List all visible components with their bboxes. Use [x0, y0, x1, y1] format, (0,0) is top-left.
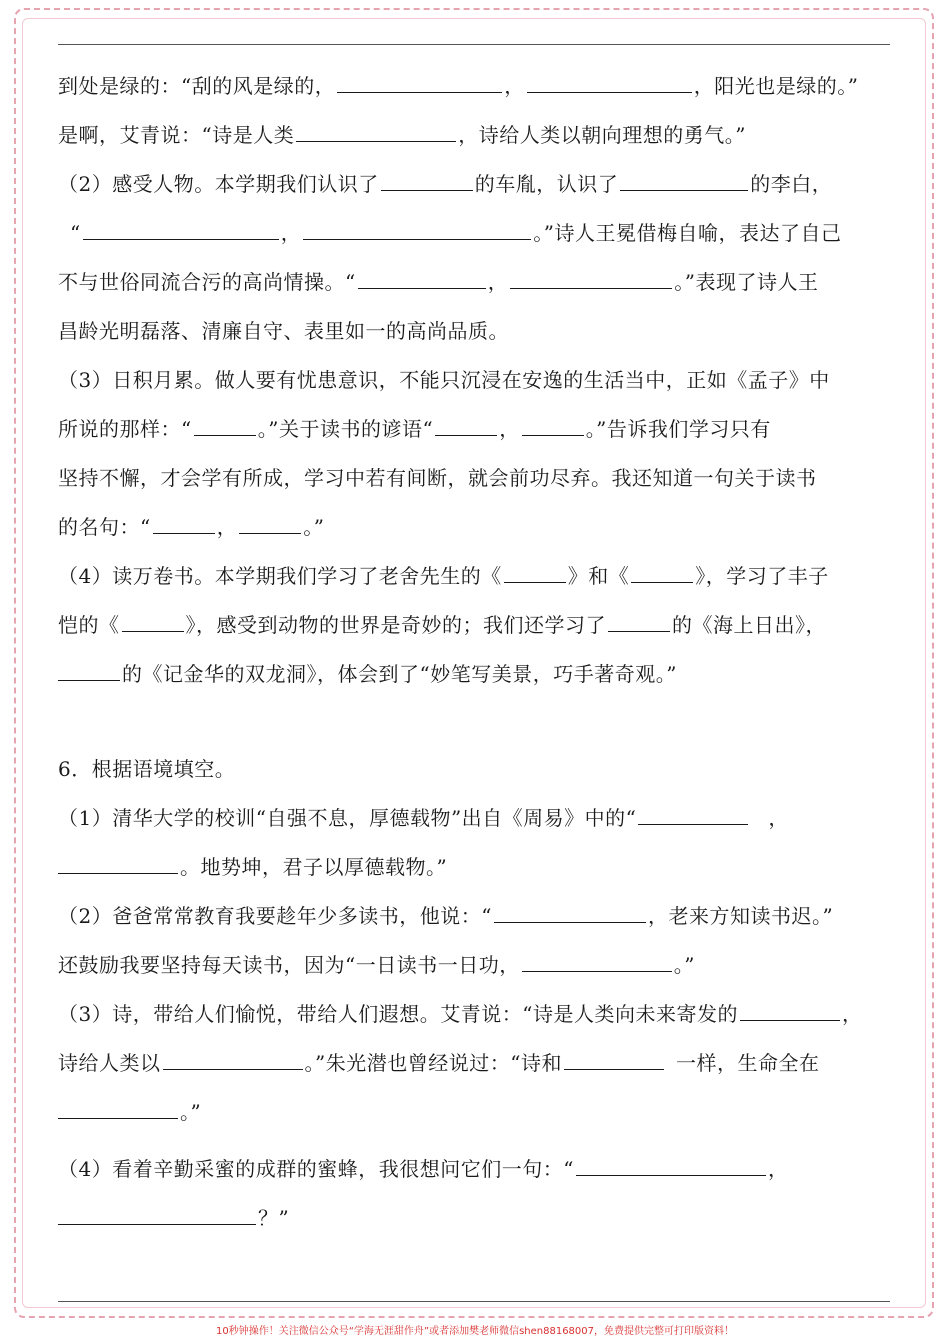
- worksheet-content: [58, 62, 890, 1243]
- text-line: （4）看着辛勤采蜜的成群的蜜蜂，我很想问它们一句：“ ，: [58, 1157, 789, 1181]
- answer-blank[interactable]: [337, 72, 502, 93]
- text-line: （3）诗，带给人们愉悦，带给人们遐想。艾青说：“诗是人类向未来寄发的 ，: [58, 1002, 863, 1026]
- answer-blank[interactable]: [83, 219, 279, 240]
- answer-blank[interactable]: [58, 1204, 256, 1225]
- question-title: 6．根据语境填空。: [58, 757, 236, 781]
- answer-blank[interactable]: [381, 170, 473, 191]
- text-line: ？”: [58, 1194, 890, 1243]
- answer-blank[interactable]: [153, 513, 215, 534]
- text-line: 。地势坤，君子以厚德载物。”: [58, 843, 890, 892]
- text-line: 到处是绿的：“刮的风是绿的， ， ，阳光也是绿的。”: [58, 74, 859, 98]
- footer-notice: 10秒钟操作！关注微信公众号“学海无涯甜作舟”或者添加樊老师微信shen88168007，免费提供完整可打印版资料！: [215, 1326, 735, 1337]
- answer-blank[interactable]: [510, 268, 672, 289]
- answer-blank[interactable]: [504, 562, 566, 583]
- answer-blank[interactable]: [576, 1155, 766, 1176]
- answer-blank[interactable]: [194, 415, 256, 436]
- answer-blank[interactable]: [631, 562, 693, 583]
- text-line: （2）感受人物。本学期我们认识了 的车胤，认识了 的李白，: [58, 172, 833, 196]
- text-line: 还鼓励我要坚持每天读书，因为“一日读书一日功， 。”: [58, 953, 695, 977]
- answer-blank[interactable]: [296, 121, 456, 142]
- answer-blank[interactable]: [638, 804, 748, 825]
- text-line: 诗给人类以 。”朱光潜也曾经说过：“诗和 一样，生命全在: [58, 1051, 820, 1075]
- answer-blank[interactable]: [494, 902, 646, 923]
- answer-blank[interactable]: [740, 1000, 840, 1021]
- answer-blank[interactable]: [303, 219, 531, 240]
- answer-blank[interactable]: [564, 1049, 664, 1070]
- answer-blank[interactable]: [522, 951, 672, 972]
- answer-blank[interactable]: [522, 415, 584, 436]
- text-line: （4）读万卷书。本学期我们学习了老舍先生的《 》和《 》，学习了丰子: [58, 564, 829, 588]
- answer-blank[interactable]: [58, 853, 178, 874]
- text-line: （1）清华大学的校训“自强不息，厚德载物”出自《周易》中的“ ，: [58, 806, 789, 830]
- text-line: （3）日积月累。做人要有忧患意识，不能只沉浸在安逸的生活当中，正如《孟子》中: [58, 368, 830, 392]
- text-line: 恺的《 》，感受到动物的世界是奇妙的；我们还学习了 的《海上日出》，: [58, 613, 826, 637]
- top-rule: [58, 44, 890, 45]
- text-line: 是啊，艾青说：“诗是人类 ，诗给人类以朝向理想的勇气。”: [58, 123, 746, 147]
- answer-blank[interactable]: [435, 415, 497, 436]
- answer-blank[interactable]: [122, 611, 184, 632]
- text-line: 所说的那样：“ 。”关于读书的谚语“ ， 。”告诉我们学习只有: [58, 417, 771, 441]
- text-line: 的名句：“ ， 。”: [58, 515, 325, 539]
- text-line: （2）爸爸常常教育我要趁年少多读书，他说：“ ，老来方知读书迟。”: [58, 904, 834, 928]
- answer-blank[interactable]: [163, 1049, 303, 1070]
- text-line: 不与世俗同流合污的高尚情操。“ ， 。”表现了诗人王: [58, 270, 819, 294]
- answer-blank[interactable]: [527, 72, 692, 93]
- text-line: 的《记金华的双龙洞》，体会到了“妙笔写美景，巧手著奇观。”: [58, 650, 890, 699]
- answer-blank[interactable]: [358, 268, 486, 289]
- answer-blank[interactable]: [239, 513, 301, 534]
- answer-blank[interactable]: [620, 170, 748, 191]
- text-line: “ ， 。”诗人王冕借梅自喻，表达了自己: [70, 221, 842, 245]
- answer-blank[interactable]: [58, 1098, 178, 1119]
- answer-blank[interactable]: [58, 660, 120, 681]
- text-line: 坚持不懈，才会学有所成，学习中若有间断，就会前功尽弃。我还知道一句关于读书: [58, 466, 817, 490]
- answer-blank[interactable]: [608, 611, 670, 632]
- bottom-rule: [58, 1301, 890, 1302]
- text-line: 。”: [58, 1088, 890, 1137]
- text-line: 昌龄光明磊落、清廉自守、表里如一的高尚品质。: [58, 319, 509, 343]
